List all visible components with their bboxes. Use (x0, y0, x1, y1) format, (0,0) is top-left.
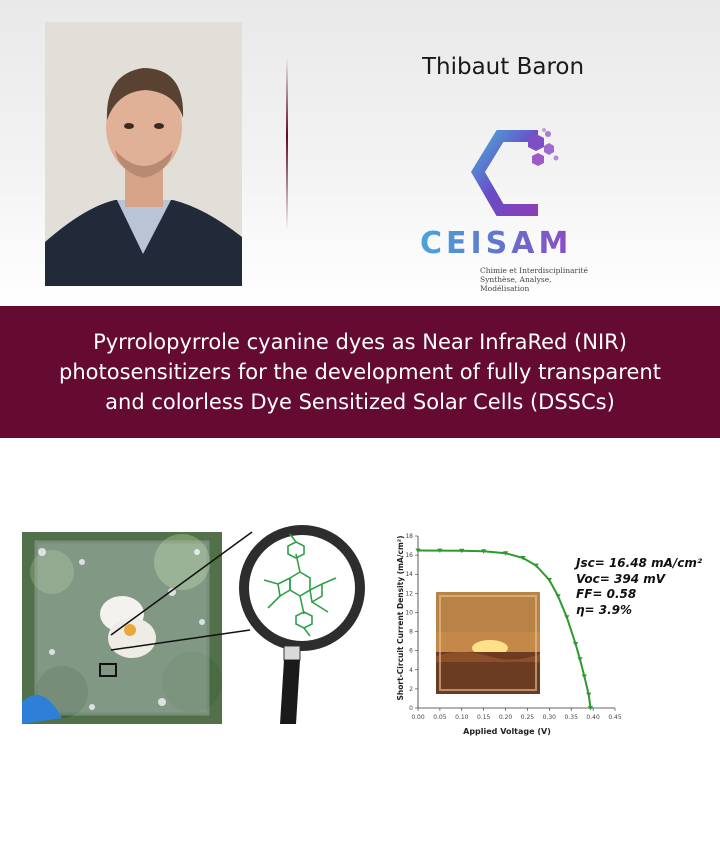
magnifier-handle (280, 660, 300, 724)
magnifier-illustration (100, 512, 380, 732)
metric-eta: η= 3.9% (576, 602, 633, 617)
talk-title (15, 327, 705, 417)
logo-subtitle-line: Synthèse, Analyse, (480, 275, 552, 284)
metric-jsc: Jsc= 16.48 mA/cm² (576, 556, 703, 570)
chart-x-tick-label: 0.05 (433, 714, 447, 721)
logo-subtitle-line: Modélisation (480, 284, 530, 293)
chart-x-tick-label: 0.40 (586, 714, 600, 721)
chart-data-point (564, 615, 569, 619)
chart-data-point (577, 657, 582, 661)
portrait-photo (45, 22, 242, 286)
person-name: Thibaut Baron (421, 54, 585, 80)
metric-ff: FF= 0.58 (576, 587, 637, 601)
logo-hexagon-icon (420, 126, 640, 226)
magnifier-lens (244, 530, 360, 646)
chart-y-tick-label: 16 (405, 552, 413, 560)
chart-y-tick-label: 4 (409, 666, 413, 674)
metric-voc: Voc= 394 mV (576, 571, 666, 586)
chart-y-tick-label: 12 (405, 590, 413, 598)
chart-x-tick-label: 0.30 (542, 714, 557, 721)
chart-x-tick-label: 0.25 (520, 714, 535, 721)
chart-data-point (573, 642, 578, 646)
talk-title-line: and colorless Dye Sensitized Solar Cells (DSSCs) (105, 390, 615, 414)
ceisam-logo (420, 126, 640, 296)
chart-y-tick-label: 2 (409, 685, 413, 693)
talk-title-line: Pyrrolopyrrole cyanine dyes as Near InfraRed (NIR) (93, 330, 627, 354)
logo-subtitle-line: Chimie et Interdisciplinarité (480, 266, 588, 275)
chart-y-axis-label: Short-Circuit Current Density (mA/cm²) (396, 535, 405, 701)
title-banner (0, 306, 720, 438)
chart-y-tick-label: 0 (409, 705, 413, 712)
vertical-divider (286, 58, 288, 230)
chart-y-tick-label: 8 (409, 628, 413, 636)
chart-x-tick-label: 0.10 (455, 714, 469, 721)
talk-title-line: photosensitizers for the development of fully transparent (59, 360, 661, 384)
chart-x-tick-label: 0.35 (564, 714, 578, 721)
chart-data-point (582, 674, 587, 678)
chart-y-tick-label: 18 (405, 533, 413, 540)
chart-data-point (586, 693, 591, 697)
chart-data-point (555, 594, 560, 598)
chart-y-tick-label: 6 (409, 647, 413, 655)
chart-x-axis-label: Applied Voltage (V) (463, 727, 551, 736)
chart-y-tick-label: 14 (405, 571, 413, 579)
chart-x-tick-label: 0.20 (498, 714, 513, 721)
sunset-photo-inset (436, 592, 540, 694)
chart-x-tick-label: 0.00 (411, 714, 425, 721)
chart-x-tick-label: 0.15 (476, 714, 491, 721)
chart-x-tick-label: 0.45 (608, 714, 622, 721)
logo-subtitle (480, 266, 620, 293)
logo-wordmark: CEISAM (420, 226, 573, 261)
chart-y-tick-label: 10 (405, 609, 413, 617)
pv-metrics (576, 556, 716, 618)
